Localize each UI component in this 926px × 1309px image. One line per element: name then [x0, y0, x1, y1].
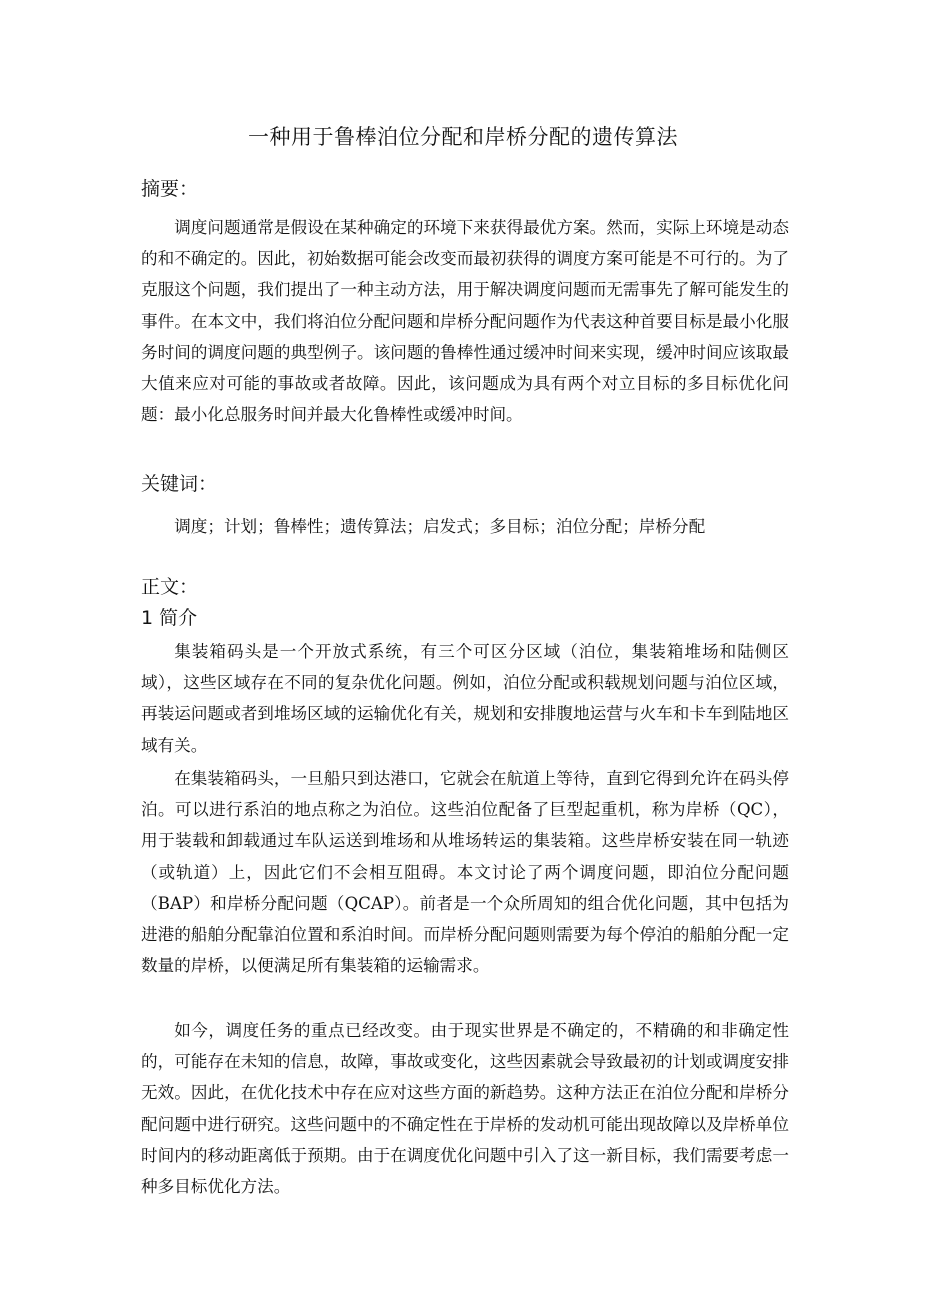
- section-1-heading: 1 简介: [141, 607, 198, 629]
- body-heading: 正文：: [141, 576, 199, 598]
- section-1-paragraph-2: 在集装箱码头，一旦船只到达港口，它就会在航道上等待，直到它得到允许在码头停泊。可以进行系泊的地点称之为泊位。这些泊位配备了巨型起重机，称为岸桥（QC），用于装载和卸载通过车队运送到堆场和从堆场转运的集装箱。这些岸桥安装在同一轨迹（或轨道）上，因此它们不会相互阻碍。本文讨论了两个调度问题，即泊位分配问题（BAP）和岸桥分配问题（QCAP）。前者是一个众所周知的组合优化问题，其中包括为进港的船舶分配靠泊位置和系泊时间。而岸桥分配问题则需要为每个停泊的船舶分配一定数量的岸桥，以便满足所有集装箱的运输需求。: [141, 769, 789, 976]
- keywords-heading: 关键词：: [141, 473, 218, 495]
- section-1-paragraph-1: 集装箱码头是一个开放式系统，有三个可区分区域（泊位，集装箱堆场和陆侧区域），这些区域存在不同的复杂优化问题。例如，泊位分配或积载规划问题与泊位区域，再装运问题或者到堆场区域的运输优化有关，规划和安排腹地运营与火车和卡车到陆地区域有关。: [141, 642, 789, 755]
- keywords-text: 调度；计划；鲁棒性；遗传算法；启发式；多目标；泊位分配；岸桥分配: [174, 517, 706, 536]
- abstract-text: 调度问题通常是假设在某种确定的环境下来获得最优方案。然而，实际上环境是动态的和不确定的。因此，初始数据可能会改变而最初获得的调度方案可能是不可行的。为了克服这个问题，我们提出了一种主动方法，用于解决调度问题而无需事先了解可能发生的事件。在本文中，我们将泊位分配问题和岸桥分配问题作为代表这种首要目标是最小化服务时间的调度问题的典型例子。该问题的鲁棒性通过缓冲时间来实现，缓冲时间应该取最大值来应对可能的事故或者故障。因此，该问题成为具有两个对立目标的多目标优化问题：最小化总服务时间并最大化鲁棒性或缓冲时间。: [141, 218, 789, 425]
- abstract-heading: 摘要：: [141, 178, 199, 200]
- paper-title: 一种用于鲁棒泊位分配和岸桥分配的遗传算法: [248, 125, 678, 149]
- section-1-paragraph-3: 如今，调度任务的重点已经改变。由于现实世界是不确定的，不精确的和非确定性的，可能存在未知的信息，故障，事故或变化，这些因素就会导致最初的计划或调度安排无效。因此，在优化技术中存在应对这些方面的新趋势。这种方法正在泊位分配和岸桥分配问题中进行研究。这些问题中的不确定性在于岸桥的发动机可能出现故障以及岸桥单位时间内的移动距离低于预期。由于在调度优化问题中引入了这一新目标，我们需要考虑一种多目标优化方法。: [141, 1021, 789, 1197]
